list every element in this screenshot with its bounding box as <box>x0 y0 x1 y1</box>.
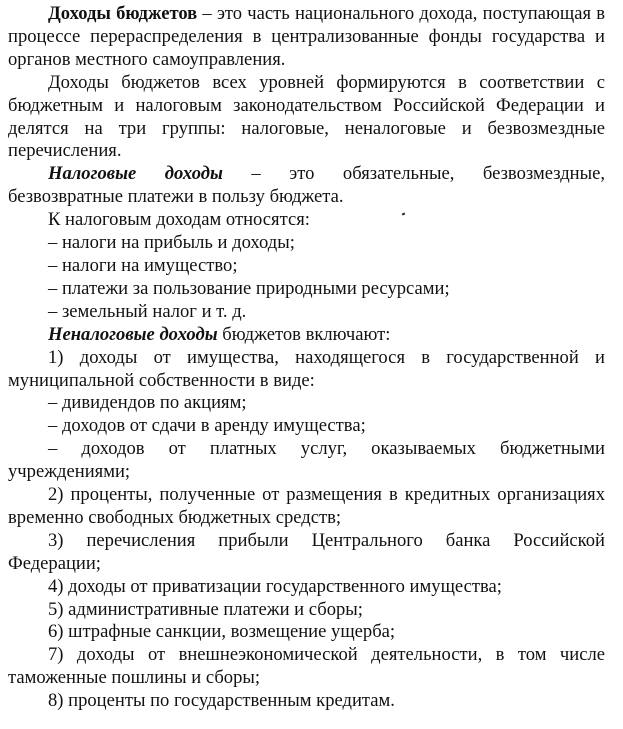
numbered-item-text: 7) доходы от внешнеэкономической деятельности, в том числе таможенные пошлины и сборы; <box>8 644 605 689</box>
numbered-item-text: 8) проценты по государственным кредитам. <box>48 690 395 712</box>
numbered-item <box>8 484 605 530</box>
list-item <box>8 232 605 255</box>
numbered-item <box>8 690 605 713</box>
paragraph-text: К налоговым доходам относятся: <box>48 209 310 231</box>
numbered-item <box>8 576 605 599</box>
numbered-item <box>8 621 605 644</box>
numbered-item <box>8 347 605 393</box>
numbered-item <box>8 530 605 576</box>
list-item <box>8 301 605 324</box>
paragraph-revenue-groups <box>8 72 605 164</box>
list-item <box>8 438 605 484</box>
list-item <box>8 415 605 438</box>
paragraph-budget-revenues-definition <box>8 3 605 72</box>
paragraph-text: Доходы бюджетов всех уровней формируются в соответствии с бюджетным и налоговым законодательством Российской Федерации и делятся на три группы: налоговые, неналоговые и безвозмездные перечисления. <box>8 71 605 162</box>
definition-text: – это обязательные, безвозмездные, безвозвратные платежи в пользу бюджета. <box>8 163 606 208</box>
list-item-text: – доходов от платных услуг, оказываемых бюджетными учреждениями; <box>8 438 605 483</box>
numbered-item-text: 2) проценты, полученные от размещения в кредитных организациях временно свободных бюджетных средств; <box>8 484 605 528</box>
term-tax-revenues: Налоговые доходы <box>48 163 223 185</box>
list-item <box>8 255 605 278</box>
paragraph-tax-revenues-definition <box>8 163 605 209</box>
numbered-item-text: 3) перечисления прибыли Центрального банка Российской Федерации; <box>8 529 605 574</box>
list-item <box>8 278 605 301</box>
list-item-text: – налоги на прибыль и доходы; <box>48 232 295 254</box>
numbered-item <box>8 599 605 622</box>
list-item-text: – налоги на имущество; <box>48 254 238 276</box>
list-item-text: – доходов от сдачи в аренду имущества; <box>48 415 366 437</box>
term-budget-revenues: Доходы бюджетов <box>48 3 198 24</box>
numbered-item-text: 5) административные платежи и сборы; <box>48 598 363 620</box>
list-item-text: – дивидендов по акциям; <box>48 392 247 414</box>
list-item <box>8 392 605 415</box>
list-item-text: – земельный налог и т. д. <box>48 300 247 322</box>
numbered-item-text: 6) штрафные санкции, возмещение ущерба; <box>48 621 396 643</box>
term-non-tax-revenues: Неналоговые доходы <box>48 323 218 345</box>
paragraph-text: бюджетов включают: <box>217 323 391 345</box>
tax-revenues-list-intro <box>8 209 605 232</box>
numbered-item-text: 1) доходы от имущества, находящегося в государственной и муниципальной собственности в виде: <box>8 346 605 391</box>
definition-text: – это часть национального дохода, поступающая в процессе перераспределения в централизованные фонды государства и органов местного самоуправления. <box>8 3 605 70</box>
numbered-item-text: 4) доходы от приватизации государственного имущества; <box>48 575 502 597</box>
paragraph-non-tax-revenues <box>8 324 605 347</box>
numbered-item <box>8 644 605 690</box>
list-item-text: – платежи за пользование природными ресурсами; <box>48 277 450 299</box>
